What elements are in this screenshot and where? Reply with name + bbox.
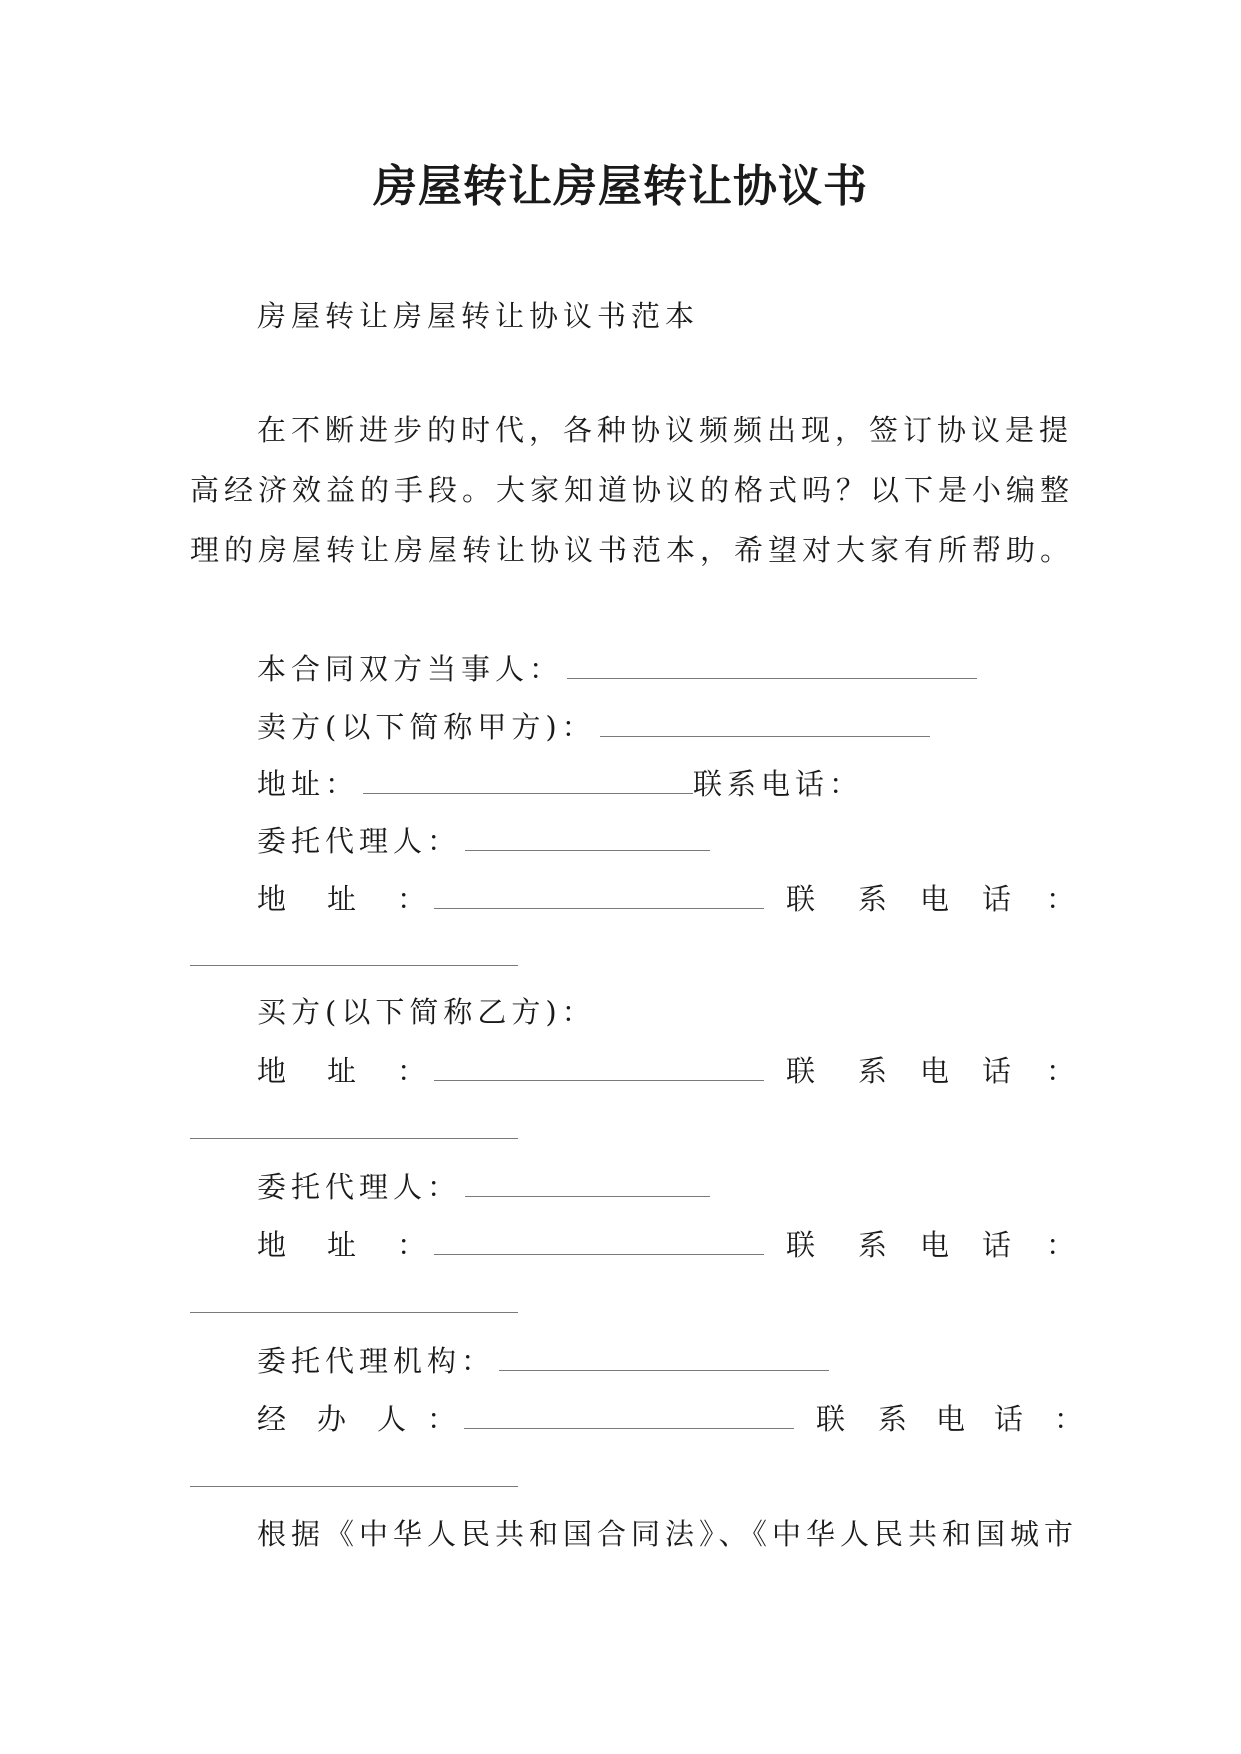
seller-agent-row: 委托代理人： xyxy=(257,820,710,861)
seller-label: 卖方(以下简称甲方)： xyxy=(257,706,930,747)
seller-agent-blank[interactable] xyxy=(465,820,710,851)
seller-agent-phone-blank[interactable] xyxy=(190,965,518,966)
handler-phone-blank[interactable] xyxy=(190,1486,518,1487)
buyer-address-row: 地 址 ： 联 系 电 话 ： xyxy=(257,1050,1080,1091)
buyer-agent-address-blank[interactable] xyxy=(434,1224,764,1255)
buyer-phone-blank[interactable] xyxy=(190,1138,518,1139)
buyer-agent-phone-blank[interactable] xyxy=(190,1312,518,1313)
buyer-address-blank[interactable] xyxy=(434,1050,764,1081)
buyer-agent-address-row: 地 址 ： 联 系 电 话 ： xyxy=(257,1224,1080,1265)
closing-paragraph: 根据《中华人民共和国合同法》、《中华人民共和国城市 xyxy=(257,1517,1079,1551)
seller-agent-address-blank[interactable] xyxy=(434,878,764,909)
seller-blank[interactable] xyxy=(600,706,930,737)
intro-line-1: 在不断进步的时代，各种协议频频出现，签订协议是提 xyxy=(257,413,1074,447)
seller-address-blank[interactable] xyxy=(363,763,693,794)
seller-address-row: 地址： 联系电话： xyxy=(257,763,863,804)
parties-label: 本合同双方当事人： xyxy=(257,648,977,689)
agency-blank[interactable] xyxy=(499,1340,829,1371)
agency-row: 委托代理机构： xyxy=(257,1340,829,1381)
intro-line-2: 高经济效益的手段。大家知道协议的格式吗？以下是小编整 xyxy=(190,473,1075,507)
document-subtitle: 房屋转让房屋转让协议书范本 xyxy=(257,299,700,333)
buyer-agent-blank[interactable] xyxy=(465,1166,710,1197)
handler-blank[interactable] xyxy=(464,1398,794,1429)
seller-agent-address-row: 地 址 ： 联 系 电 话 ： xyxy=(257,878,1080,919)
handler-row: 经 办 人 ： 联 系 电 话 ： xyxy=(257,1398,1088,1439)
parties-blank[interactable] xyxy=(567,648,977,679)
intro-line-3: 理的房屋转让房屋转让协议书范本，希望对大家有所帮助。 xyxy=(190,533,1075,567)
buyer-label: 买方(以下简称乙方)： xyxy=(257,995,596,1029)
buyer-agent-row: 委托代理人： xyxy=(257,1166,710,1207)
document-title: 房屋转让房屋转让协议书 xyxy=(373,161,868,212)
